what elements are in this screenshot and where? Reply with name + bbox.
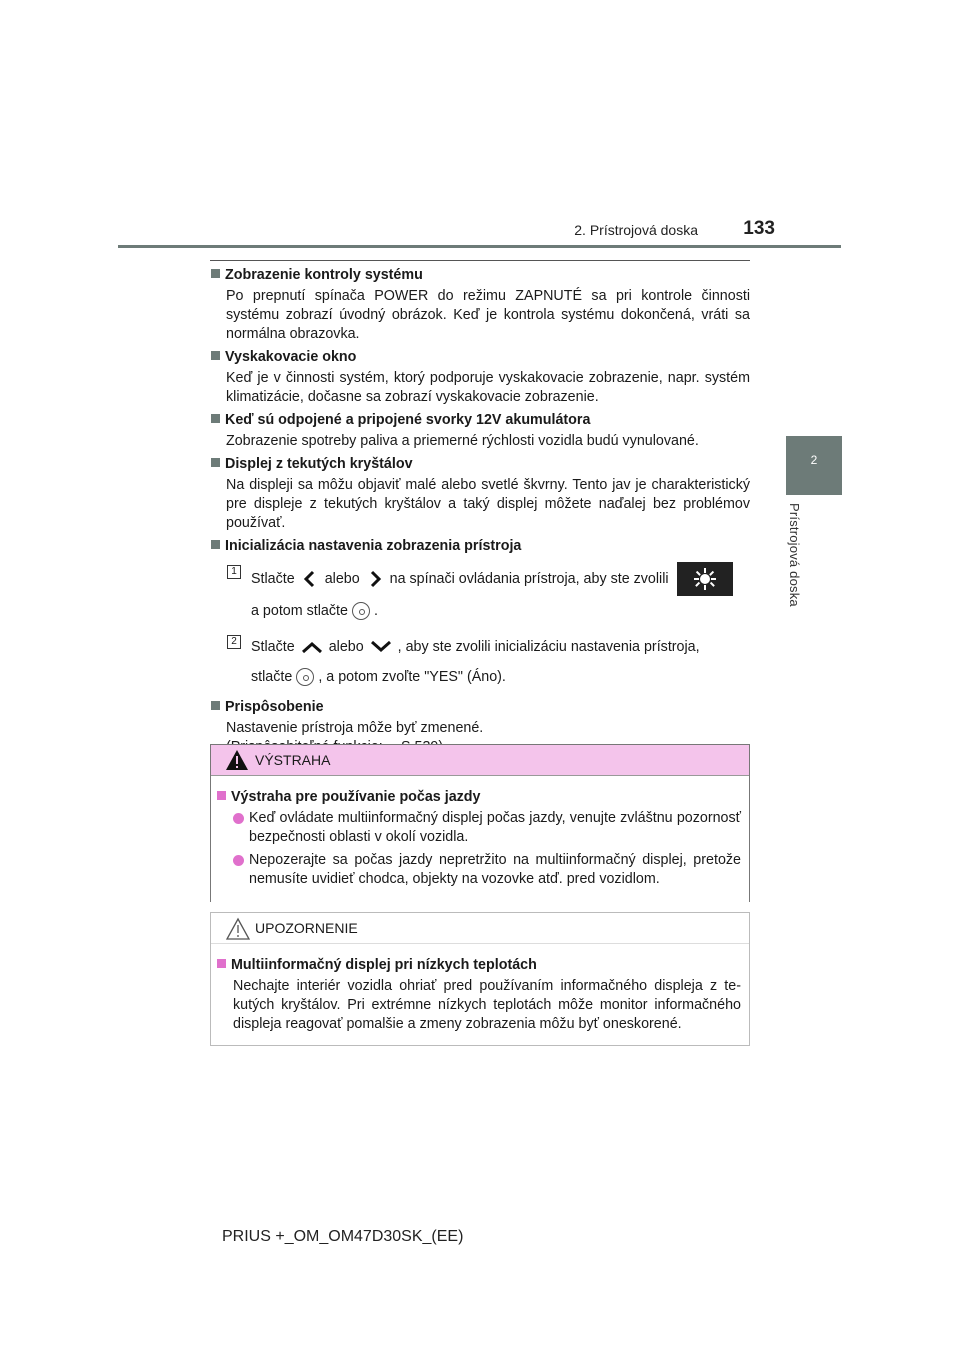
step-1: 1 Stlačte alebo na spínači ovládania prístroja, aby ste zvolili a potom stlačte .: [211, 562, 750, 626]
caution-header: [211, 913, 749, 944]
section-text: Na displeji sa môžu objaviť malé alebo svetlé škvrny. Tento jav je charakteristický pre displeje z tekutých kryštálov a taký displej môžete naďalej bez problémov používať.: [226, 477, 750, 531]
chapter-tab-label: Prístrojová doska: [787, 503, 802, 607]
chevron-down-icon: [368, 639, 394, 655]
section-heading: Displej z tekutých kryštálov: [211, 455, 750, 474]
settings-gear-icon: [677, 562, 733, 596]
chevron-left-icon: [299, 569, 321, 589]
page-number: 133: [743, 218, 775, 239]
ok-button-icon: [352, 602, 370, 620]
step-number: 1: [227, 565, 241, 579]
section-text: Keď je v činnosti systém, ktorý podporuje vyskakovacie zobrazenie, napr. systém klimatizácie, dočasne sa zobrazí vyskakovacie zobrazenie.: [226, 370, 750, 405]
section-heading: Keď sú odpojené a pripojené svorky 12V akumulátora: [211, 411, 750, 430]
square-bullet-icon: [211, 414, 220, 423]
caution-title: Multiinformačný displej pri nízkych teplotách: [217, 956, 741, 975]
section-heading: Zobrazenie kontroly systému: [211, 266, 750, 285]
warning-triangle-icon: [225, 749, 249, 771]
warning-title: Výstraha pre používanie počas jazdy: [217, 788, 741, 807]
square-bullet-icon: [211, 701, 220, 710]
warning-bullet: Nepozerajte sa počas jazdy nepretržito na multiinformačný displej, pretože nemusíte uvidieť chodca, objekty na vozovke atď. pred vozidlom.: [217, 851, 741, 889]
section-battery: [211, 411, 750, 451]
warning-bullet: Keď ovládate multiinformačný displej počas jazdy, venujte zvláštnu pozornosť bezpečnosti oblasti v okolí vozidla.: [217, 809, 741, 847]
section-system-check: [211, 266, 750, 344]
chapter-tab: 2: [786, 436, 842, 495]
caution-triangle-icon: [225, 917, 251, 941]
warning-box: [210, 744, 750, 902]
caution-box: [210, 912, 750, 1046]
section-init: [211, 537, 750, 692]
caution-label: UPOZORNENIE: [255, 920, 358, 936]
section-text: Po prepnutí spínača POWER do režimu ZAPNUTÉ sa pri kontrole činnosti systému zobrazí úvodný obrázok. Keď je kontrola systému dokončená, vráti sa normálna obrazovka.: [226, 288, 750, 342]
ok-button-icon: [296, 668, 314, 686]
square-bullet-icon: [217, 791, 226, 800]
square-bullet-icon: [211, 269, 220, 278]
caution-text: Nechajte interiér vozidla ohriať pred používaním informačného displeja z tekutých kryštálov. Pri extrémne nízkych teplotách môže monitor informačného displeja reagovať pomalšie a zmeny zobrazenia môžu byť oneskorené.: [233, 978, 741, 1032]
main-content: [211, 266, 750, 761]
warning-label: VÝSTRAHA: [255, 752, 331, 768]
section-text: Nastavenie prístroja môže byť zmenené.: [226, 720, 484, 737]
page-header: [118, 218, 841, 248]
section-heading: Vyskakovacie okno: [211, 348, 750, 367]
round-bullet-icon: [233, 855, 244, 866]
square-bullet-icon: [217, 959, 226, 968]
square-bullet-icon: [211, 458, 220, 467]
chevron-right-icon: [364, 569, 386, 589]
section-heading: Prispôsobenie: [211, 698, 750, 717]
round-bullet-icon: [233, 813, 244, 824]
square-bullet-icon: [211, 351, 220, 360]
chevron-up-icon: [299, 639, 325, 655]
section-popup-window: [211, 348, 750, 407]
square-bullet-icon: [211, 540, 220, 549]
warning-header: [211, 745, 749, 776]
section-lcd: [211, 455, 750, 533]
document-code: PRIUS +_OM_OM47D30SK_(EE): [222, 1228, 464, 1245]
section-divider: [210, 260, 750, 261]
chapter-title: 2. Prístrojová doska: [574, 222, 698, 238]
warning-body: [211, 776, 749, 907]
step-2: 2 Stlačte alebo , aby ste zvolili inicializáciu nastavenia prístroja, stlačte , a potom zvoľte "YES" (Áno).: [211, 632, 750, 692]
caution-body: [211, 944, 749, 1048]
step-number: 2: [227, 635, 241, 649]
section-heading: Inicializácia nastavenia zobrazenia prístroja: [211, 537, 750, 556]
section-text: Zobrazenie spotreby paliva a priemerné rýchlosti vozidla budú vynulované.: [226, 433, 699, 449]
